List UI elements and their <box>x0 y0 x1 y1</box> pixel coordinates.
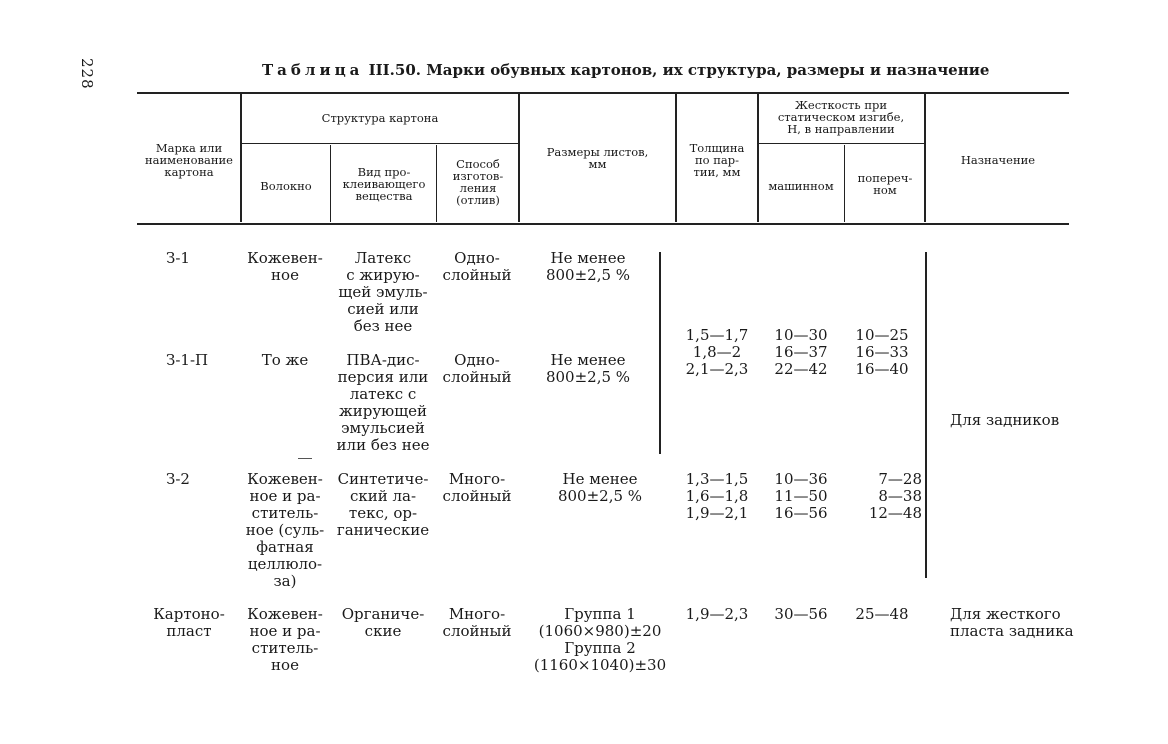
header-bottom-rule <box>137 223 1069 225</box>
row2-sizes: Не менее 800±2,5 % <box>545 351 631 386</box>
row3-machine: 10—36 11—50 16—56 <box>774 470 828 522</box>
dash-mark <box>298 458 312 459</box>
structure-subrule <box>242 143 518 144</box>
header-sizes: Размеры листов, мм <box>546 145 649 171</box>
row2-fiber: То же <box>261 351 309 369</box>
row1-sizes: Не менее 800±2,5 % <box>545 249 631 284</box>
row4-fiber: Кожевен- ное и ра- ститель- ное <box>247 605 323 674</box>
header-top-rule <box>137 92 1069 94</box>
header-method: Способ изготов- ления (отлив) <box>452 157 504 207</box>
row4-mark: Картоно- пласт <box>153 605 225 640</box>
header-purpose: Назначение <box>960 153 1036 167</box>
purpose-brace <box>925 252 927 578</box>
header-divider <box>240 94 242 222</box>
row1-mark: З-1 <box>166 249 190 267</box>
header-machine: машинном <box>768 179 834 193</box>
header-divider <box>757 94 759 222</box>
header-structure: Структура картона <box>321 111 439 125</box>
row2-method: Одно- слойный <box>442 351 512 386</box>
group-purpose: Для задников <box>950 411 1060 429</box>
row2-sizing: ПВА-дис- персия или латекс с жирующей эмульсией или без нее <box>336 351 430 454</box>
row4-method: Много- слойный <box>442 605 512 640</box>
row4-thickness: 1,9—2,3 <box>685 605 749 623</box>
header-divider <box>330 145 331 222</box>
header-divider <box>675 94 677 222</box>
header-divider <box>844 145 845 222</box>
header-fiber: Волокно <box>260 179 312 193</box>
group-machine: 10—30 16—37 22—42 <box>774 326 828 378</box>
header-divider <box>518 94 520 222</box>
row1-fiber: Кожевен- ное <box>247 249 323 284</box>
stiffness-subrule <box>758 143 924 144</box>
table-title <box>262 61 989 79</box>
row-group-brace <box>659 252 661 454</box>
table-title-rest: III.50. Марки обувных картонов, их структура, размеры и назначение <box>363 61 990 79</box>
row3-thickness: 1,3—1,5 1,6—1,8 1,9—2,1 <box>685 470 749 522</box>
group-transverse: 10—25 16—33 16—40 <box>855 326 909 378</box>
row1-method: Одно- слойный <box>442 249 512 284</box>
row4-transverse: 25—48 <box>855 605 909 623</box>
row3-mark: З-2 <box>166 470 190 488</box>
page-number: 228 <box>78 58 96 90</box>
row4-purpose: Для жесткого пласта задника <box>950 605 1074 640</box>
header-divider <box>436 145 437 222</box>
header-mark: Марка или наименование картона <box>145 141 233 179</box>
header-transverse: попереч- ном <box>857 171 913 197</box>
row2-mark: З-1-П <box>166 351 209 369</box>
row4-machine: 30—56 <box>774 605 828 623</box>
row3-method: Много- слойный <box>442 470 512 505</box>
group-thickness: 1,5—1,7 1,8—2 2,1—2,3 <box>685 326 749 378</box>
row3-fiber: Кожевен- ное и ра- ститель- ное (суль- фатная целлюло- за) <box>245 470 325 590</box>
header-divider <box>924 94 926 222</box>
header-thickness: Толщина по пар- тии, мм <box>689 141 745 179</box>
row3-transverse: 7—28 8—38 12—48 <box>868 470 922 522</box>
header-sizing: Вид про- клеивающего вещества <box>342 165 426 203</box>
row4-sizing: Органиче- ские <box>341 605 425 640</box>
row3-sizes: Не менее 800±2,5 % <box>557 470 643 505</box>
row3-sizing: Синтетиче- ский ла- текс, ор- ганические <box>336 470 430 539</box>
header-stiffness: Жесткость при статическом изгибе, Н, в направлении <box>777 98 905 136</box>
row1-sizing: Латекс с жирую- щей эмуль- сией или без нее <box>338 249 428 335</box>
row4-sizes: Группа 1 (1060×980)±20 Группа 2 (1160×1040)±30 <box>533 605 667 674</box>
table-title-prefix: Таблица <box>262 61 364 79</box>
